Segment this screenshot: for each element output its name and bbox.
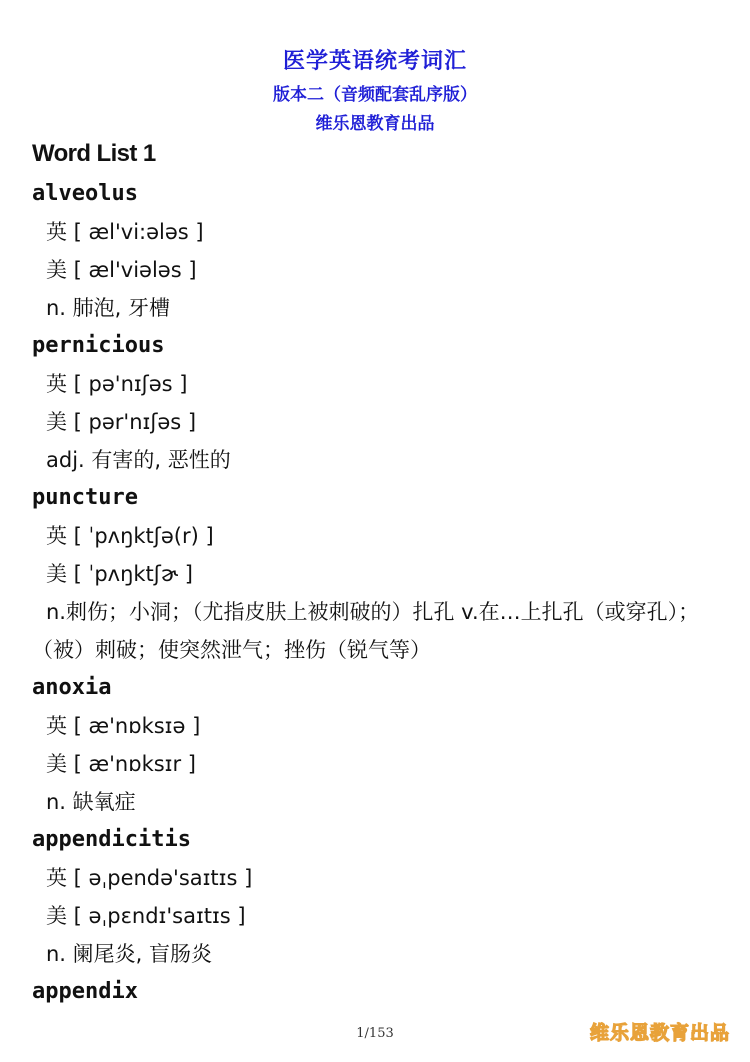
- word-entry: [0, 327, 750, 479]
- uk-pronunciation: 英 [ æl'vi:ələs ]: [46, 220, 204, 244]
- us-pronunciation: 美 [ ˈpʌŋktʃɚ ]: [46, 562, 193, 586]
- definition: n. 缺氧症: [46, 790, 136, 814]
- page-number: 1/153: [356, 1026, 394, 1041]
- word-entry: [0, 479, 750, 669]
- word-list-title: Word List 1: [32, 140, 156, 167]
- headword: appendicitis: [32, 827, 191, 852]
- watermark-logo: 维乐恩教育出品: [589, 1022, 730, 1044]
- word-entries: [0, 175, 750, 1011]
- headword: anoxia: [32, 675, 112, 700]
- us-pronunciation: 美 [ æ'nɒksɪr ]: [46, 752, 196, 776]
- headword: pernicious: [32, 333, 165, 358]
- definition: n. 肺泡, 牙槽: [46, 296, 171, 320]
- headword: alveolus: [32, 181, 138, 206]
- headword: appendix: [32, 979, 138, 1004]
- headword: puncture: [32, 485, 138, 510]
- word-entry: [0, 821, 750, 973]
- word-entry: [0, 669, 750, 821]
- us-pronunciation: 美 [ pər'nɪʃəs ]: [46, 410, 197, 434]
- document-title: 医学英语统考词汇: [282, 49, 467, 74]
- uk-pronunciation: 英 [ əˌpendə'saɪtɪs ]: [46, 866, 253, 890]
- word-entry: [0, 973, 750, 1011]
- uk-pronunciation: 英 [ æ'nɒksɪə ]: [46, 714, 201, 738]
- uk-pronunciation: 英 [ pə'nɪʃəs ]: [46, 372, 188, 396]
- us-pronunciation: 美 [ æl'viələs ]: [46, 258, 197, 282]
- document-subtitle: 版本二（音频配套乱序版）: [273, 85, 477, 105]
- uk-pronunciation: 英 [ ˈpʌŋktʃə(r) ]: [46, 524, 214, 548]
- us-pronunciation: 美 [ əˌpɛndɪ'saɪtɪs ]: [46, 904, 246, 928]
- definition: n.刺伤；小洞；（尤指皮肤上被刺破的）扎孔 v.在…上扎孔（或穿孔）；（被）刺破；使突然泄气；挫伤（锐气等）: [32, 600, 700, 662]
- definition: n. 阑尾炎, 盲肠炎: [46, 942, 213, 966]
- definition: adj. 有害的, 恶性的: [46, 448, 231, 472]
- publisher-line: 维乐恩教育出品: [315, 114, 435, 134]
- word-entry: [0, 175, 750, 327]
